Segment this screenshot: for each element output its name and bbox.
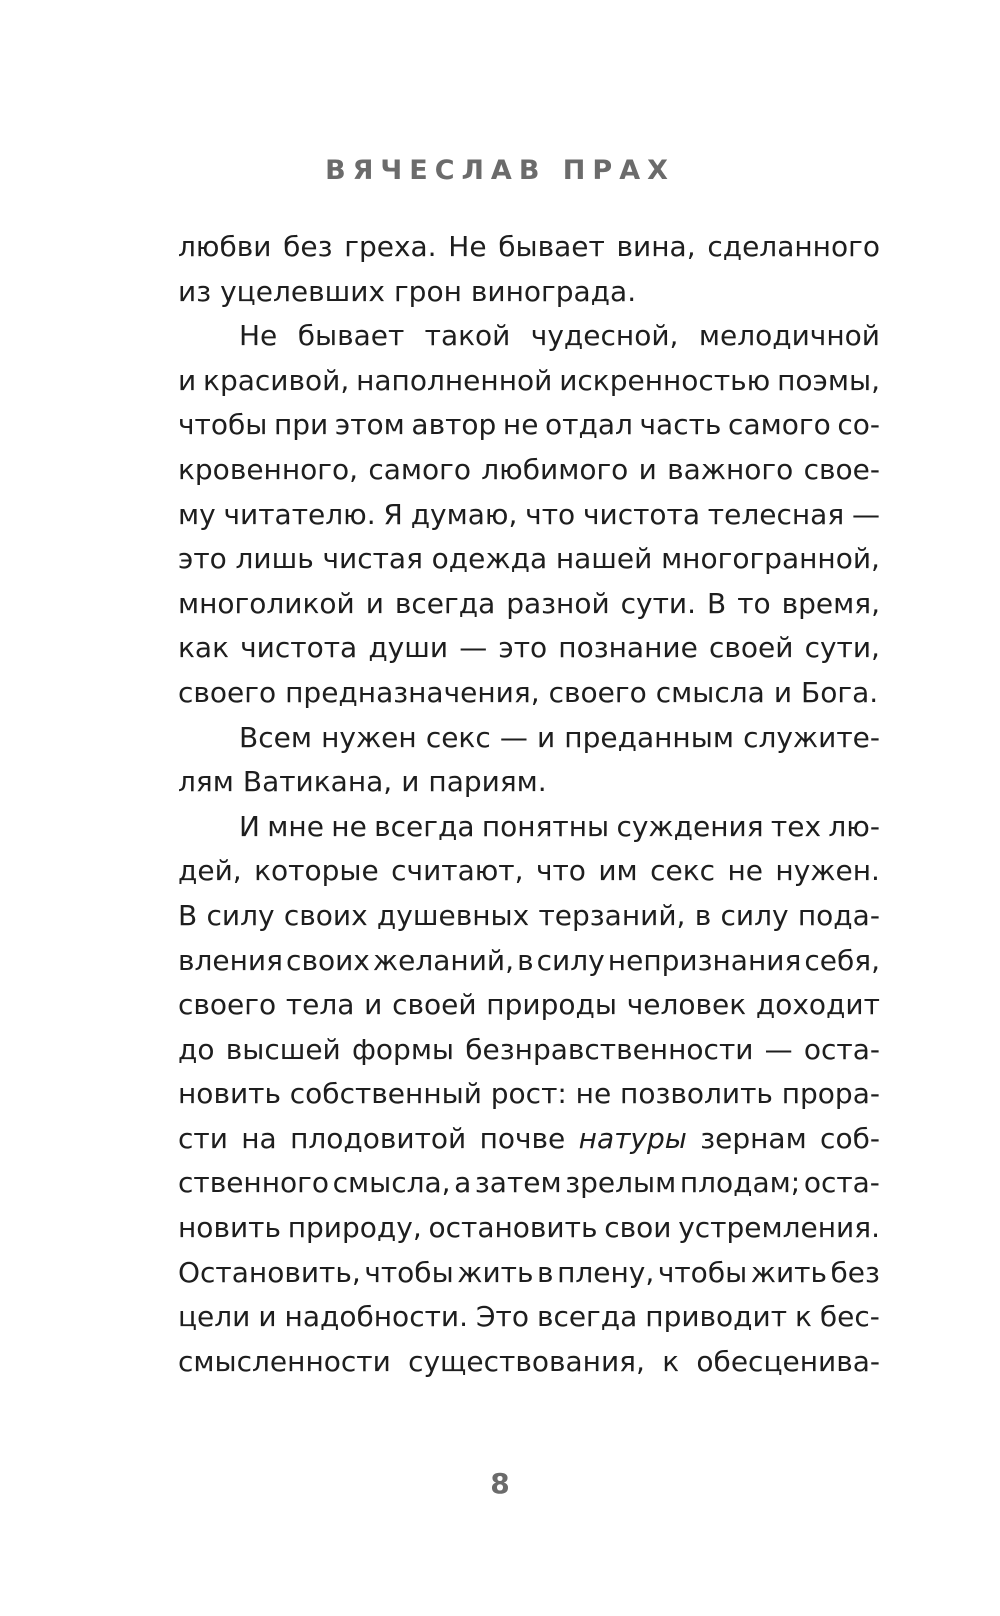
text-line bbox=[178, 403, 880, 448]
word: Бога. bbox=[801, 675, 879, 709]
text-line bbox=[178, 448, 880, 493]
text-line bbox=[178, 849, 880, 894]
word: то bbox=[737, 586, 771, 620]
word: смысленности bbox=[178, 1344, 391, 1378]
word: до bbox=[178, 1032, 215, 1066]
word: к bbox=[662, 1344, 680, 1378]
word: соб- bbox=[820, 1121, 880, 1155]
word: Остановить, bbox=[178, 1255, 361, 1289]
word: смысла bbox=[655, 675, 765, 709]
word: в bbox=[694, 898, 712, 932]
word: мне bbox=[267, 809, 324, 843]
word: свое- bbox=[803, 452, 880, 486]
word: — bbox=[764, 1032, 793, 1066]
word: терзаний, bbox=[538, 898, 686, 932]
word: чудесной, bbox=[530, 319, 679, 353]
italic-word: натуры bbox=[578, 1121, 687, 1155]
text-line bbox=[178, 270, 880, 315]
text-line bbox=[178, 314, 880, 359]
word: не bbox=[727, 854, 763, 888]
text-line bbox=[178, 1117, 880, 1162]
word: самого bbox=[728, 408, 831, 442]
text-line bbox=[178, 894, 880, 939]
word: без bbox=[830, 1255, 880, 1289]
word: в bbox=[517, 943, 534, 977]
word: тех bbox=[770, 809, 822, 843]
word: понятны bbox=[481, 809, 610, 843]
text-line bbox=[178, 626, 880, 671]
word: этом bbox=[334, 408, 405, 442]
word: которые bbox=[254, 854, 379, 888]
word: плену, bbox=[557, 1255, 655, 1289]
word: всегда bbox=[536, 1300, 638, 1334]
running-head-author: ВЯЧЕСЛАВ ПРАХ bbox=[325, 155, 675, 186]
word: время, bbox=[781, 586, 880, 620]
word: винограда. bbox=[470, 274, 637, 308]
word: пода- bbox=[797, 898, 880, 932]
word: позволить bbox=[620, 1077, 773, 1111]
text-line bbox=[178, 805, 880, 850]
word: сделанного bbox=[707, 230, 880, 263]
word: плодовитой bbox=[290, 1121, 467, 1155]
word: устремления. bbox=[678, 1211, 880, 1245]
word: лишь bbox=[235, 542, 314, 576]
word: существования, bbox=[408, 1344, 645, 1378]
word: Не bbox=[448, 230, 487, 263]
word: остановить bbox=[428, 1211, 598, 1245]
word: обесценива- bbox=[696, 1344, 880, 1378]
word: грон bbox=[393, 274, 462, 308]
word: считают, bbox=[391, 854, 524, 888]
word: секс bbox=[425, 720, 491, 754]
word: всегда bbox=[374, 809, 475, 843]
word: наполненной bbox=[356, 363, 553, 397]
word: им bbox=[598, 854, 638, 888]
word: в bbox=[537, 1255, 554, 1289]
word: чтобы bbox=[364, 1255, 454, 1289]
word: а bbox=[454, 1166, 472, 1200]
word: души bbox=[368, 631, 449, 665]
word: думаю, bbox=[410, 497, 518, 531]
word: секс bbox=[650, 854, 716, 888]
word: зрелым bbox=[565, 1166, 677, 1200]
word: жить bbox=[457, 1255, 534, 1289]
word: суждения bbox=[616, 809, 764, 843]
text-line bbox=[178, 359, 880, 404]
word: не bbox=[575, 1077, 612, 1111]
word: важного bbox=[667, 452, 794, 486]
body-text bbox=[178, 225, 880, 1384]
word: и bbox=[536, 720, 556, 754]
word: чтобы bbox=[657, 1255, 748, 1289]
word: новить bbox=[178, 1077, 281, 1111]
word: сути. bbox=[620, 586, 697, 620]
word: прора- bbox=[781, 1077, 880, 1111]
text-line bbox=[178, 716, 880, 761]
text-line bbox=[178, 671, 880, 716]
word: цели bbox=[178, 1300, 251, 1334]
word: желаний, bbox=[372, 943, 515, 977]
word: нужен bbox=[321, 720, 417, 754]
text-line bbox=[178, 1206, 880, 1251]
word: зернам bbox=[700, 1121, 807, 1155]
text-line bbox=[178, 1072, 880, 1117]
word: что bbox=[535, 854, 586, 888]
word: многогранной, bbox=[661, 542, 880, 576]
word: познание bbox=[558, 631, 698, 665]
word: париям. bbox=[428, 765, 547, 799]
text-line bbox=[178, 1161, 880, 1206]
word: своей bbox=[392, 988, 477, 1022]
word: при bbox=[273, 408, 329, 442]
word: Я bbox=[383, 497, 403, 531]
word: новить bbox=[178, 1211, 281, 1245]
word: безнравственности bbox=[465, 1032, 754, 1066]
word: ственного bbox=[178, 1166, 330, 1200]
word: одежда bbox=[431, 542, 548, 576]
word: своего bbox=[178, 988, 277, 1022]
word: непризнания bbox=[607, 943, 802, 977]
word: тела bbox=[285, 988, 355, 1022]
word: что bbox=[525, 497, 576, 531]
word: высшей bbox=[225, 1032, 341, 1066]
word: не bbox=[331, 809, 367, 843]
word: своего bbox=[178, 675, 277, 709]
word: свои bbox=[604, 1211, 672, 1245]
word: на bbox=[241, 1121, 277, 1155]
text-line bbox=[178, 939, 880, 984]
word: человек bbox=[626, 988, 747, 1022]
word: автор bbox=[411, 408, 497, 442]
word: почве bbox=[479, 1121, 566, 1155]
word: смысла, bbox=[332, 1166, 451, 1200]
word: природы bbox=[486, 988, 617, 1022]
word: бес- bbox=[819, 1300, 880, 1334]
word: поэмы, bbox=[777, 363, 880, 397]
word: Не bbox=[239, 319, 278, 353]
word: из bbox=[178, 274, 212, 308]
word: В bbox=[707, 586, 727, 620]
word: Всем bbox=[239, 720, 312, 754]
word: жить bbox=[750, 1255, 827, 1289]
word: Это bbox=[475, 1300, 529, 1334]
word: — bbox=[851, 497, 880, 531]
word: всегда bbox=[394, 586, 496, 620]
word: сти bbox=[178, 1121, 228, 1155]
word: себя, bbox=[804, 943, 880, 977]
word: лям bbox=[178, 765, 234, 799]
text-line bbox=[178, 225, 880, 270]
word: самого bbox=[368, 452, 471, 486]
word: греха. bbox=[344, 230, 437, 263]
word: дей, bbox=[178, 854, 242, 888]
text-line bbox=[178, 1340, 880, 1385]
word: плодам; bbox=[679, 1166, 801, 1200]
word: вления bbox=[178, 943, 283, 977]
word: лю- bbox=[828, 809, 880, 843]
word: собственный bbox=[289, 1077, 482, 1111]
word: мелодичной bbox=[698, 319, 880, 353]
word: такой bbox=[424, 319, 511, 353]
word: природу, bbox=[287, 1211, 422, 1245]
word: своих bbox=[283, 898, 368, 932]
word: читателю. bbox=[223, 497, 376, 531]
word: нашей bbox=[555, 542, 653, 576]
word: рост: bbox=[490, 1077, 567, 1111]
text-line bbox=[178, 582, 880, 627]
word: любимого bbox=[481, 452, 629, 486]
word: душевных bbox=[376, 898, 530, 932]
text-line bbox=[178, 1251, 880, 1296]
word: телесная bbox=[707, 497, 845, 531]
word: не bbox=[502, 408, 539, 442]
word: своего bbox=[548, 675, 647, 709]
word: И bbox=[239, 809, 260, 843]
word: и bbox=[178, 363, 197, 397]
text-line bbox=[178, 1028, 880, 1073]
word: как bbox=[178, 631, 229, 665]
text-line bbox=[178, 1295, 880, 1340]
word: красивой, bbox=[203, 363, 350, 397]
word: доходит bbox=[755, 988, 880, 1022]
word: со- bbox=[837, 408, 880, 442]
word: это bbox=[178, 542, 227, 576]
text-line bbox=[178, 493, 880, 538]
word: преданным bbox=[564, 720, 734, 754]
word: му bbox=[178, 497, 216, 531]
word: силу bbox=[720, 898, 789, 932]
word: чистая bbox=[322, 542, 423, 576]
word: — bbox=[499, 720, 528, 754]
word: уцелевших bbox=[220, 274, 385, 308]
word: силу bbox=[536, 943, 605, 977]
word: служите- bbox=[743, 720, 880, 754]
word: часть bbox=[639, 408, 722, 442]
word: разной bbox=[506, 586, 610, 620]
page-number: 8 bbox=[490, 1467, 510, 1500]
word: чистота bbox=[582, 497, 700, 531]
word: и bbox=[364, 988, 383, 1022]
word: надобности. bbox=[284, 1300, 468, 1334]
word: любви bbox=[178, 230, 272, 263]
word: В bbox=[178, 898, 198, 932]
word: оста- bbox=[803, 1166, 880, 1200]
word: вина, bbox=[616, 230, 696, 263]
word: искренностью bbox=[559, 363, 771, 397]
word: и bbox=[401, 765, 420, 799]
word: предназначения, bbox=[285, 675, 540, 709]
word: без bbox=[283, 230, 333, 263]
word: кровенного, bbox=[178, 452, 359, 486]
word: чтобы bbox=[178, 408, 268, 442]
word: Ватикана, bbox=[242, 765, 393, 799]
text-line bbox=[178, 537, 880, 582]
word: нужен. bbox=[775, 854, 880, 888]
word: бывает bbox=[297, 319, 405, 353]
word: и bbox=[365, 586, 384, 620]
word: к bbox=[795, 1300, 812, 1334]
word: своей bbox=[708, 631, 794, 665]
word: это bbox=[498, 631, 548, 665]
word: и bbox=[638, 452, 657, 486]
text-line bbox=[178, 760, 880, 805]
word: и bbox=[258, 1300, 277, 1334]
word: формы bbox=[351, 1032, 455, 1066]
word: своих bbox=[286, 943, 370, 977]
word: сути, bbox=[804, 631, 880, 665]
word: силу bbox=[206, 898, 275, 932]
word: — bbox=[459, 631, 488, 665]
word: отдал bbox=[545, 408, 633, 442]
word: и bbox=[773, 675, 793, 709]
word: затем bbox=[474, 1166, 562, 1200]
word: чистота bbox=[240, 631, 358, 665]
word: оста- bbox=[803, 1032, 880, 1066]
text-line bbox=[178, 983, 880, 1028]
word: бывает bbox=[498, 230, 605, 263]
word: многоликой bbox=[178, 586, 355, 620]
word: приводит bbox=[645, 1300, 788, 1334]
